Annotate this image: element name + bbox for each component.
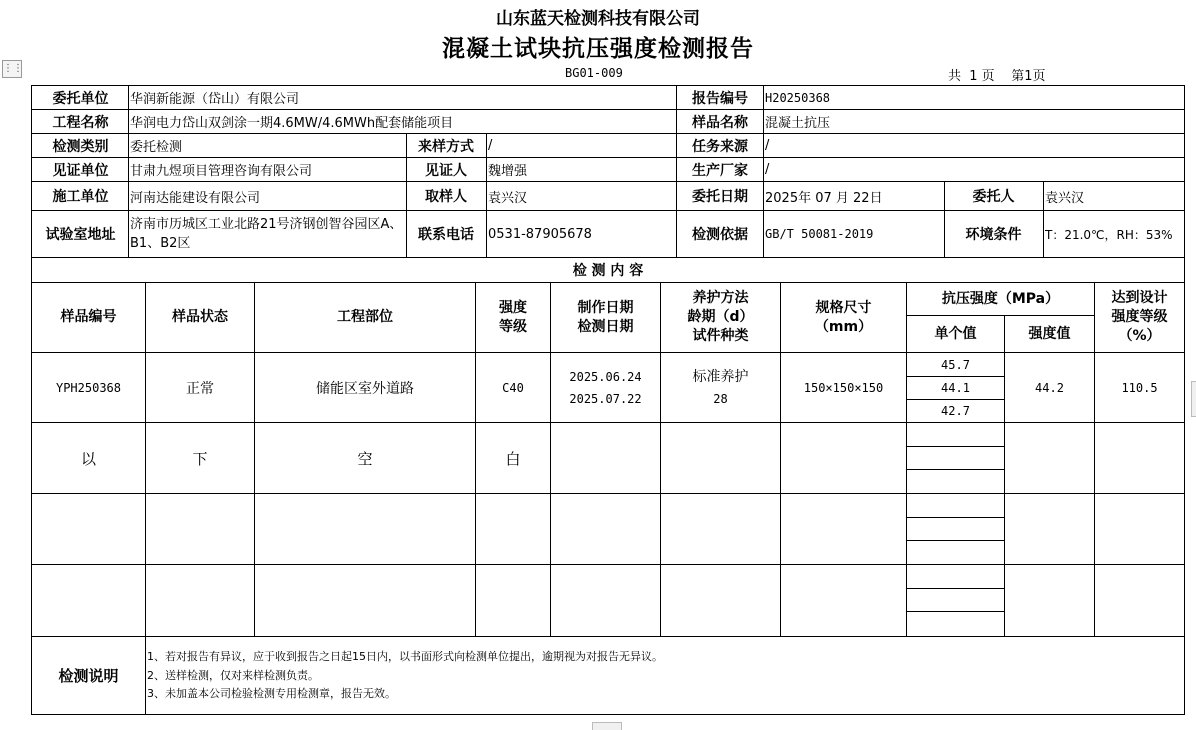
test-date: 2025.07.22 bbox=[569, 391, 642, 406]
contractor-value: 河南达能建设有限公司 bbox=[130, 190, 261, 206]
lab-address-label: 试验室地址 bbox=[45, 227, 116, 243]
row-sample-no: YPH250368 bbox=[55, 380, 122, 395]
task-source-value: / bbox=[765, 138, 770, 153]
row-strength-grade: C40 bbox=[502, 380, 524, 395]
environment-value: T：21.0℃，RH：53% bbox=[1045, 227, 1173, 242]
scroll-handle[interactable] bbox=[1191, 381, 1196, 417]
row-strength-value: 44.2 bbox=[1035, 380, 1064, 395]
row-percent-design: 110.5 bbox=[1121, 380, 1158, 395]
project-value: 华润电力岱山双剑涂一期4.6MW/4.6MWh配套储能项目 bbox=[130, 116, 454, 131]
single-value-1: 45.7 bbox=[941, 357, 970, 372]
note-line-2: 2、送样检测，仅对来样检测负责。 bbox=[147, 668, 319, 682]
grid-line bbox=[907, 469, 1004, 470]
row-size: 150×150×150 bbox=[803, 380, 884, 395]
basis-value: GB/T 50081-2019 bbox=[765, 227, 874, 241]
note-line-3: 3、未加盖本公司检验检测专用检测章，报告无效。 bbox=[147, 687, 396, 700]
project-label: 工程名称 bbox=[52, 114, 109, 131]
grid-line bbox=[32, 636, 1184, 637]
commission-date-value: 2025年 07 月 22日 bbox=[765, 190, 883, 206]
page-info: 共 1 页 第1页 bbox=[948, 69, 1046, 84]
client-label: 委托单位 bbox=[52, 90, 109, 107]
col-size: 规格尺寸 （mm） bbox=[814, 299, 873, 335]
col-dates: 制作日期 检测日期 bbox=[577, 299, 634, 335]
grid-line bbox=[907, 446, 1004, 447]
col-compressive-strength: 抗压强度（MPa） bbox=[941, 290, 1060, 307]
single-value-2: 44.1 bbox=[941, 381, 970, 395]
col-project-part: 工程部位 bbox=[337, 309, 393, 325]
note-line-1: 1、若对报告有异议，应于收到报告之日起15日内，以书面形式向检测单位提出，逾期视为对报告无异议。 bbox=[147, 650, 663, 663]
blank-mark-3: 空 bbox=[357, 449, 373, 468]
witness-unit-value: 甘肃九煜项目管理咨询有限公司 bbox=[130, 164, 313, 179]
col-sample-state: 样品状态 bbox=[172, 309, 228, 325]
test-type-value: 委托检测 bbox=[130, 140, 183, 155]
blank-mark-2: 下 bbox=[192, 449, 208, 468]
witness-label: 见证人 bbox=[425, 162, 467, 179]
grid-line bbox=[145, 636, 146, 714]
blank-mark-4: 白 bbox=[505, 449, 521, 468]
row-dates bbox=[551, 353, 660, 422]
blank-mark-1: 以 bbox=[80, 449, 96, 468]
curing-method: 标准养护 bbox=[692, 368, 749, 385]
manufacturer-value: / bbox=[765, 162, 770, 177]
col-strength-value: 强度值 bbox=[1028, 325, 1071, 342]
entruster-value: 袁兴汉 bbox=[1045, 190, 1085, 206]
sample-name-value: 混凝土抗压 bbox=[765, 116, 831, 131]
form-code: BG01-009 bbox=[565, 66, 623, 80]
row-curing bbox=[661, 353, 780, 422]
col-curing: 养护方法 龄期（d） 试件种类 bbox=[687, 290, 754, 344]
witness-unit-label: 见证单位 bbox=[52, 162, 109, 179]
client-value: 华润新能源（岱山）有限公司 bbox=[130, 92, 300, 107]
phone-label: 联系电话 bbox=[418, 227, 474, 243]
grid-line bbox=[907, 517, 1004, 518]
notes-lines bbox=[147, 648, 663, 704]
contractor-label: 施工单位 bbox=[52, 189, 109, 205]
col-percent-design: 达到设计 强度等级 （%） bbox=[1111, 290, 1168, 344]
sample-name-label: 样品名称 bbox=[692, 114, 748, 131]
grid-line bbox=[907, 540, 1004, 541]
commission-date-label: 委托日期 bbox=[692, 189, 748, 205]
lab-address-value: 济南市历城区工业北路21号济钢创智谷园区A、B1、B2区 bbox=[130, 217, 403, 251]
notes-label: 检测说明 bbox=[58, 667, 119, 685]
company-name: 山东蓝天检测科技有限公司 bbox=[496, 9, 700, 29]
grid-line bbox=[32, 493, 1184, 494]
section-title: 检 测 内 容 bbox=[572, 263, 644, 279]
environment-label: 环境条件 bbox=[965, 227, 1022, 243]
report-no-value: H20250368 bbox=[765, 90, 831, 105]
sampling-value: / bbox=[488, 138, 493, 153]
single-value-3: 42.7 bbox=[941, 404, 970, 418]
entruster-label: 委托人 bbox=[972, 189, 1015, 205]
test-type-label: 检测类别 bbox=[52, 138, 109, 155]
col-single-value: 单个值 bbox=[934, 325, 977, 342]
sampling-label: 来样方式 bbox=[418, 138, 474, 155]
grid-line bbox=[907, 588, 1004, 589]
row-project-part: 储能区室外道路 bbox=[316, 380, 414, 397]
grid-line bbox=[907, 611, 1004, 612]
basis-label: 检测依据 bbox=[692, 227, 748, 243]
curing-age: 28 bbox=[713, 391, 728, 406]
grid-line bbox=[32, 564, 1184, 565]
row-sample-state: 正常 bbox=[186, 380, 214, 397]
col-sample-no: 样品编号 bbox=[60, 309, 117, 325]
witness-value: 魏增强 bbox=[488, 164, 528, 179]
manufacturer-label: 生产厂家 bbox=[692, 162, 748, 179]
make-date: 2025.06.24 bbox=[569, 369, 642, 384]
report-title: 混凝土试块抗压强度检测报告 bbox=[442, 36, 754, 62]
phone-value: 0531-87905678 bbox=[488, 226, 592, 242]
sampler-label: 取样人 bbox=[425, 189, 467, 205]
task-source-label: 任务来源 bbox=[692, 138, 748, 155]
report-no-label: 报告编号 bbox=[692, 90, 748, 107]
col-strength-grade: 强度 等级 bbox=[499, 299, 527, 335]
row-handle-icon[interactable]: ⋮⋮ bbox=[2, 60, 22, 78]
sampler-value: 袁兴汉 bbox=[488, 190, 528, 206]
